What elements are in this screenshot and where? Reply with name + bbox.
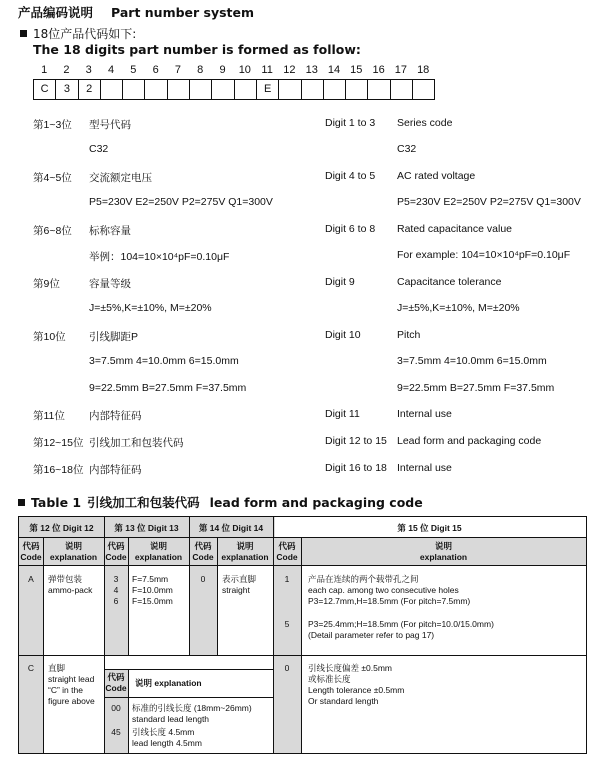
digit-number: 15 (350, 64, 363, 76)
spec-en-value: P5=230V E2=250V P2=275V Q1=300V (397, 196, 581, 208)
bullet-en: The 18 digits part number is formed as follow: (33, 42, 361, 57)
spec-en-label: Digit 12 to 15 (325, 435, 387, 447)
code-15-0: 0 (284, 663, 290, 673)
digit-number: 9 (219, 64, 226, 76)
digit-box: C (34, 80, 56, 99)
spec-en-value: Series code (397, 117, 453, 129)
spec-cn-value: 引线脚距P (89, 331, 139, 343)
digit-box (302, 80, 324, 99)
subheader-expl: 说明 explanation (49, 541, 98, 562)
digit-number: 1 (41, 64, 48, 76)
bullet-cn-text: 18位产品代码如下: (33, 27, 137, 41)
digit-box (391, 80, 413, 99)
spec-en-value: Capacitance tolerance (397, 276, 502, 288)
grid (43, 537, 44, 753)
sub-expl-header: 说明 explanation (135, 678, 202, 688)
spec-en-value: Rated capacitance value (397, 223, 512, 235)
digit-box: 3 (56, 80, 78, 99)
subheader-code: 代码 Code (276, 541, 298, 562)
spec-cn-value: P5=230V E2=250V P2=275V Q1=300V (89, 196, 273, 208)
spec-cn-value: 引线加工和包装代码 (89, 437, 184, 449)
title-en: Part number system (111, 5, 255, 20)
digit-number: 3 (85, 64, 92, 76)
spec-cn-label: 第11位 (33, 410, 65, 422)
spec-cn-value: 举例：104=10×10⁴pF=0.10μF (89, 251, 230, 263)
grid (301, 537, 302, 753)
col-code15-bg (273, 565, 301, 753)
expl-straight: 直脚 straight lead “C” in the figure above (48, 663, 95, 706)
digit-number: 16 (372, 64, 385, 76)
digit-box (168, 80, 190, 99)
spec-en-value: AC rated voltage (397, 170, 476, 182)
spec-cn-label: 第9位 (33, 278, 60, 290)
spec-en-value: 9=22.5mm B=27.5mm F=37.5mm (397, 382, 555, 394)
subheader-code: 代码 Code (20, 541, 42, 562)
code-14: 0 (200, 574, 206, 584)
spec-cn-label: 第4~5位 (33, 172, 72, 184)
spec-cn-value: J=±5%,K=±10%, M=±20% (89, 302, 212, 314)
title-cn: 产品编码说明 (18, 5, 94, 20)
subheader-code: 代码 Code (105, 541, 127, 562)
expl-14: 表示直脚 straight (222, 574, 257, 595)
spec-en-value: Internal use (397, 408, 452, 420)
spec-cn-label: 第6~8位 (33, 225, 72, 237)
code-00: 00 (111, 703, 121, 713)
code-45: 45 (111, 727, 121, 737)
spec-en-value: Lead form and packaging code (397, 435, 542, 447)
digit-box (190, 80, 212, 99)
digit-box (279, 80, 301, 99)
subheader-expl: 说明 explanation (221, 541, 269, 562)
spec-en-label: Digit 6 to 8 (325, 223, 376, 235)
bullet-cn (20, 25, 136, 42)
spec-cn-label: 第16~18位 (33, 464, 84, 476)
table-title-en1: Table 1 (31, 495, 82, 510)
header-digit13: 第 13 位 Digit 13 (114, 523, 179, 533)
digit-number: 11 (261, 64, 273, 76)
digit-number: 5 (130, 64, 137, 76)
spec-en-value: Internal use (397, 462, 452, 474)
col-code12-bg (19, 565, 43, 753)
subheader-code: 代码 Code (192, 541, 214, 562)
header-digit12: 第 12 位 Digit 12 (29, 523, 94, 533)
spec-cn-label: 第1~3位 (33, 119, 72, 131)
expl-45: 引线长度 4.5mm lead length 4.5mm (132, 727, 202, 748)
spec-en-value: J=±5%,K=±10%, M=±20% (397, 302, 520, 314)
expl-15-5: P3=25.4mm;H=18.5mm (For pitch=10.0/15.0mm) (Detail parameter refer to pag 17) (308, 619, 494, 640)
codes-13: 3 4 6 (113, 574, 119, 606)
code-15-1: 1 (284, 574, 290, 584)
spec-en-value: C32 (397, 143, 417, 155)
digit-number: 2 (63, 64, 70, 76)
table-title (18, 493, 423, 511)
spec-cn-value: 内部特征码 (89, 464, 142, 476)
code-c: C (27, 663, 35, 673)
spec-en-label: Digit 11 (325, 408, 360, 420)
digit-box (368, 80, 390, 99)
header-digit15: 第 15 位 Digit 15 (397, 523, 462, 533)
digit-number: 4 (107, 64, 115, 76)
subheader-expl: 说明 explanation (419, 541, 468, 562)
digit-box (324, 80, 346, 99)
grid (128, 669, 129, 753)
digit-number: 17 (394, 64, 408, 76)
digit-number: 12 (283, 64, 296, 76)
digit-number: 14 (327, 64, 341, 76)
spec-cn-label: 第12~15位 (33, 437, 84, 449)
spec-en-label: Digit 1 to 3 (325, 117, 376, 129)
digit-box: E (257, 80, 279, 99)
spec-en-label: Digit 10 (325, 329, 361, 341)
table-title-en2: lead form and packaging code (209, 495, 423, 510)
spec-en-label: Digit 9 (325, 276, 355, 288)
expl-15-0: 引线长度偏差 ±0.5mm 或标准长度 Length tolerance ±0.5mm Or standard length (308, 663, 405, 706)
spec-cn-value: 3=7.5mm 4=10.0mm 6=15.0mm (89, 355, 239, 367)
spec-en-value: Pitch (397, 329, 421, 341)
digit-box (101, 80, 123, 99)
digit-box (145, 80, 167, 99)
digit-numbers (33, 64, 434, 76)
digit-box (235, 80, 257, 99)
digit-number: 18 (417, 64, 430, 76)
expl-ammo: 弹带包装 ammo-pack (48, 574, 93, 595)
spec-en-value: 3=7.5mm 4=10.0mm 6=15.0mm (397, 355, 547, 367)
digit-number: 8 (197, 64, 204, 76)
digit-box: 2 (79, 80, 101, 99)
grid (104, 697, 273, 698)
spec-en-label: Digit 4 to 5 (325, 170, 376, 182)
digit-box (123, 80, 145, 99)
digit-number: 7 (174, 64, 181, 76)
bullet-square-icon (20, 30, 27, 37)
spec-cn-value: 型号代码 (89, 119, 131, 131)
digit-number: 10 (238, 64, 251, 76)
spec-cn-value: C32 (89, 143, 109, 155)
digit-box (413, 80, 434, 99)
digit-box (212, 80, 234, 99)
spec-cn-label: 第10位 (33, 331, 66, 343)
digit-number: 6 (152, 64, 159, 76)
grid (189, 517, 190, 655)
digit-boxes (33, 79, 435, 100)
digit-number: 13 (305, 64, 318, 76)
code-a: A (28, 574, 34, 584)
spec-cn-value: 容量等级 (89, 278, 131, 290)
spec-cn-value: 内部特征码 (89, 410, 142, 422)
spec-cn-value: 交流额定电压 (89, 172, 152, 184)
expl-00: 标准的引线长度 (18mm~26mm) standard lead length (132, 703, 252, 724)
spec-cn-value: 9=22.5mm B=27.5mm F=37.5mm (89, 382, 247, 394)
expl-15-1: 产品在连续的两个载带孔之间 each cap. among two consecutive holes P3=12.7mm,H=18.5mm (For pitch=7.5mm) (308, 574, 471, 606)
subheader-expl: 说明 explanation (134, 541, 183, 562)
digit-box (346, 80, 368, 99)
page-title (18, 3, 254, 21)
grid (104, 669, 273, 670)
expl-13: F=7.5mm F=10.0mm F=15.0mm (132, 574, 173, 606)
lead-form-table (18, 516, 587, 754)
code-15-5: 5 (284, 619, 290, 629)
spec-en-value: For example: 104=10×10⁴pF=0.10μF (397, 249, 571, 261)
bullet-square-icon (18, 499, 25, 506)
spec-cn-value: 标称容量 (89, 225, 131, 237)
table-title-cn: 引线加工和包装代码 (87, 495, 200, 510)
sub-code-header: 代码 Code (105, 672, 127, 693)
header-digit14: 第 14 位 Digit 14 (198, 523, 264, 533)
spec-en-label: Digit 16 to 18 (325, 462, 387, 474)
